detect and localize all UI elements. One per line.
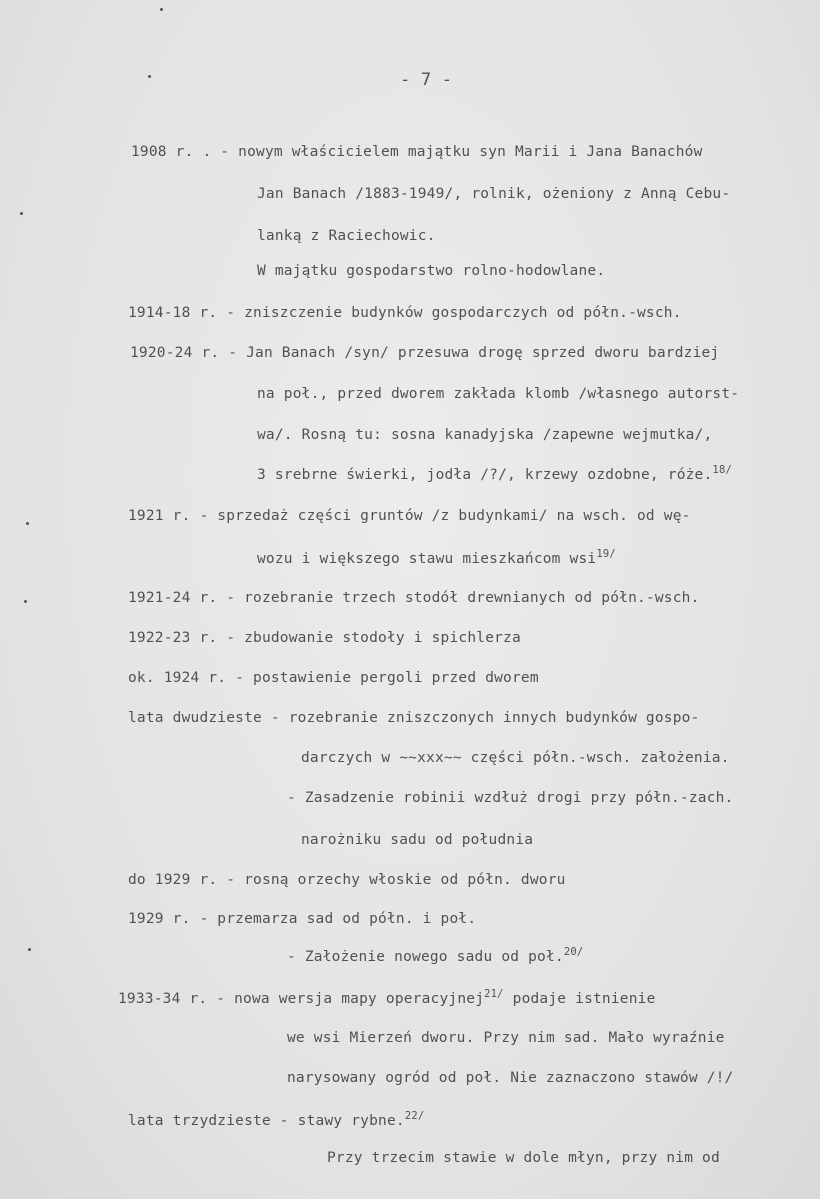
scan-speck: [148, 75, 151, 78]
text-line-6: 1920-24 r. - Jan Banach /syn/ przesuwa drogę sprzed dworu bardziej: [130, 345, 720, 361]
text-line-15: lata dwudzieste - rozebranie zniszczonych innych budynków gospo-: [128, 710, 700, 726]
text-line-11: wozu i większego stawu mieszkańcom wsi$^{19/}$: [257, 548, 616, 567]
text-line-21: - Założenie nowego sadu od poł.$^{20/}$: [287, 946, 584, 965]
text-line-3: lanką z Raciechowic.: [257, 228, 436, 244]
text-line-14: ok. 1924 r. - postawienie pergoli przed dworem: [128, 670, 539, 686]
footnote-ref: 21/: [484, 988, 504, 1000]
text-line-7: na poł., przed dworem zakłada klomb /własnego autorst-: [257, 386, 740, 402]
footnote-ref: 18/: [712, 464, 732, 476]
punch-hole-mark: [24, 600, 27, 603]
text-line-18: narożniku sadu od południa: [301, 832, 534, 848]
text-line-17: - Zasadzenie robinii wzdłuż drogi przy półn.-zach.: [287, 790, 734, 806]
text-line-13: 1922-23 r. - zbudowanie stodoły i spichlerza: [128, 630, 521, 646]
footnote-ref: 20/: [563, 946, 584, 958]
text-line-8: wa/. Rosną tu: sosna kanadyjska /zapewne wejmutka/,: [257, 427, 713, 443]
text-line-25: lata trzydzieste - stawy rybne.$^{22/}$: [128, 1110, 425, 1129]
text-line-4: W majątku gospodarstwo rolno-hodowlane.: [257, 263, 606, 279]
text-line-24: narysowany ogród od poł. Nie zaznaczono stawów /!/: [287, 1070, 734, 1086]
footnote-ref: 19/: [596, 548, 616, 560]
scan-speck: [160, 8, 163, 11]
punch-hole-mark: [20, 212, 23, 215]
text-line-12: 1921-24 r. - rozebranie trzech stodół drewnianych od półn.-wsch.: [128, 590, 700, 606]
punch-hole-mark: [26, 522, 29, 525]
text-line-19: do 1929 r. - rosną orzechy włoskie od półn. dworu: [128, 872, 566, 888]
page-number: - 7 -: [400, 70, 453, 90]
footnote-ref: 22/: [404, 1110, 425, 1122]
text-line-2: Jan Banach /1883-1949/, rolnik, ożeniony z Anną Cebu-: [257, 186, 731, 202]
punch-hole-mark: [28, 948, 31, 951]
text-line-20: 1929 r. - przemarza sad od półn. i poł.: [128, 911, 477, 927]
text-line-26: Przy trzecim stawie w dole młyn, przy nim od: [327, 1150, 720, 1166]
text-line-22: 1933-34 r. - nowa wersja mapy operacyjnej$^{21/}$ podaje istnienie: [118, 988, 656, 1007]
text-line-10: 1921 r. - sprzedaż części gruntów /z budynkami/ na wsch. od wę-: [128, 508, 691, 524]
text-line-9: 3 srebrne świerki, jodła /?/, krzewy ozdobne, róże.$^{18/}$: [257, 464, 732, 483]
text-line-1: 1908 r. . - nowym właścicielem majątku syn Marii i Jana Banachów: [131, 144, 703, 160]
text-line-5: 1914-18 r. - zniszczenie budynków gospodarczych od półn.-wsch.: [128, 305, 682, 321]
text-line-16: darczych w ~~xxx~~ części półn.-wsch. założenia.: [301, 750, 730, 766]
text-line-23: we wsi Mierzeń dworu. Przy nim sad. Mało wyraźnie: [287, 1030, 725, 1046]
